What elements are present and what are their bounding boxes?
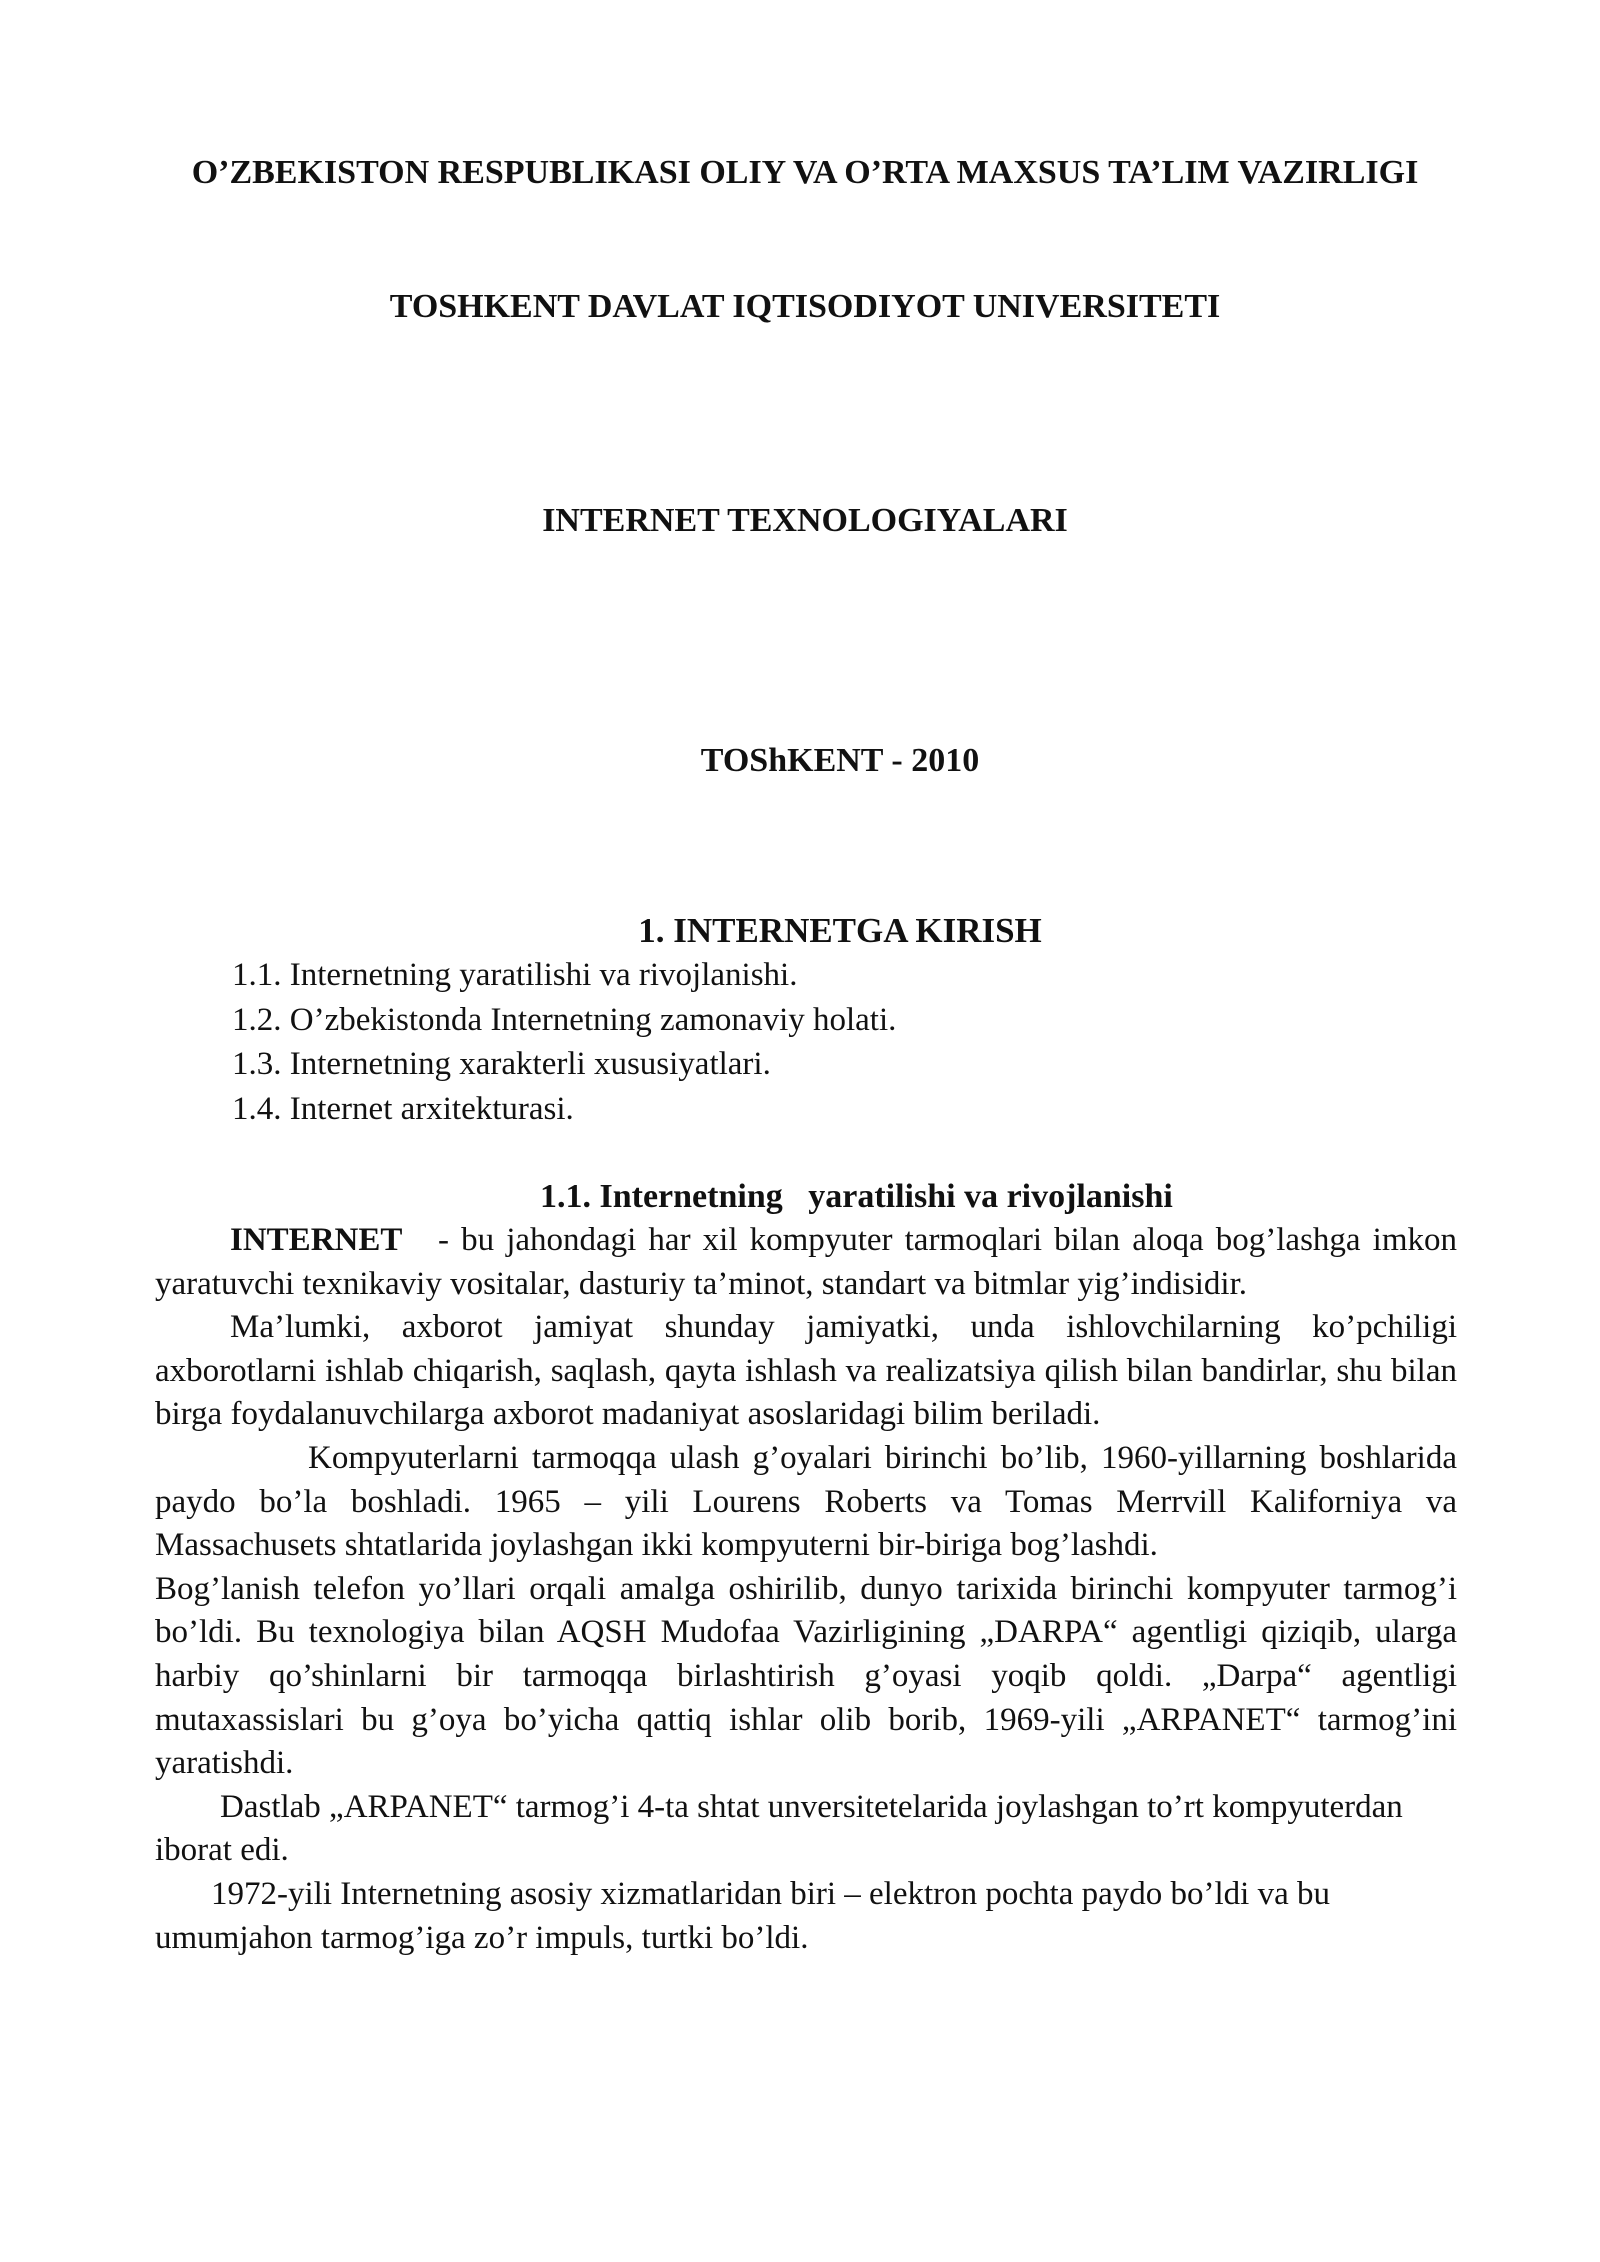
paragraph-text: - bu jahondagi har xil kompyuter tarmoqlari bilan aloqa bog’lashga imkon yaratuvchi texnikaviy vositalar, dasturiy ta’minot, standart va bitmlar yig’indisidir.	[155, 1222, 1457, 1302]
lead-term: INTERNET	[230, 1222, 439, 1258]
section-heading: 1.1. Internetning yaratilishi va rivojlanishi	[540, 1178, 1173, 1215]
chapter-contents-list	[232, 953, 896, 1131]
paragraph	[155, 1219, 1457, 1306]
contents-item: 1.1. Internetning yaratilishi va rivojlanishi.	[232, 957, 798, 993]
paragraph: Bog’lanish telefon yo’llari orqali amalga oshirilib, dunyo tarixida birinchi kompyuter tarmog’i bo’ldi. Bu texnologiya bilan AQSH Mudofaa Vazirligining „DARPA“ agentligi qiziqib, ularga harbiy qo’shinlarni bir tarmoqqa birlashtirish g’oyasi yoqib qoldi. „Darpa“ agentligi mutaxassislari bu g’oya bo’yicha qattiq ishlar olib borib, 1969-yili „ARPANET“ tarmog’ini yaratishdi.	[155, 1570, 1457, 1782]
contents-item: 1.4. Internet arxitekturasi.	[232, 1090, 574, 1127]
paragraph: Dastlab „ARPANET“ tarmog’i 4-ta shtat unversitetelarida joylashgan to’rt kompyuterdan iborat edi.	[155, 1788, 1403, 1869]
ministry-heading: O’ZBEKISTON RESPUBLIKASI OLIY VA O’RTA MAXSUS TA’LIM VAZIRLIGI	[191, 154, 1419, 191]
contents-item: 1.3. Internetning xarakterli xususiyatlari.	[232, 1046, 771, 1082]
paragraph: 1972-yili Internetning asosiy xizmatlaridan biri – elektron pochta paydo bo’ldi va bu umumjahon tarmog’iga zo’r impuls, turtki bo’ldi.	[155, 1875, 1330, 1956]
contents-item: 1.2. O’zbekistonda Internetning zamonaviy holati.	[232, 1001, 897, 1038]
university-heading: TOSHKENT DAVLAT IQTISODIYOT UNIVERSITETI	[389, 288, 1221, 325]
chapter-heading: 1. INTERNETGA KIRISH	[638, 911, 1042, 950]
paragraph: Ma’lumki, axborot jamiyat shunday jamiyatki, unda ishlovchilarning ko’pchiligi axborotlarni ishlab chiqarish, saqlash, qayta ishlash va realizatsiya qilish bilan bandirlar, shu bilan birga foydalanuvchilarga axborot madaniyat asoslaridagi bilim beriladi.	[155, 1309, 1457, 1433]
city-year: TOShKENT - 2010	[700, 742, 980, 779]
section-body	[155, 1219, 1457, 1960]
paragraph: Kompyuterlarni tarmoqqa ulash g’oyalari birinchi bo’lib, 1960-yillarning boshlarida paydo bo’la boshladi. 1965 – yili Lourens Roberts va Tomas Merrvill Kaliforniya va Massachusets shtatlarida joylashgan ikki kompyuterni bir-biriga bog’lashdi.	[155, 1439, 1457, 1564]
document-title: INTERNET TEXNOLOGIYALARI	[542, 502, 1068, 539]
